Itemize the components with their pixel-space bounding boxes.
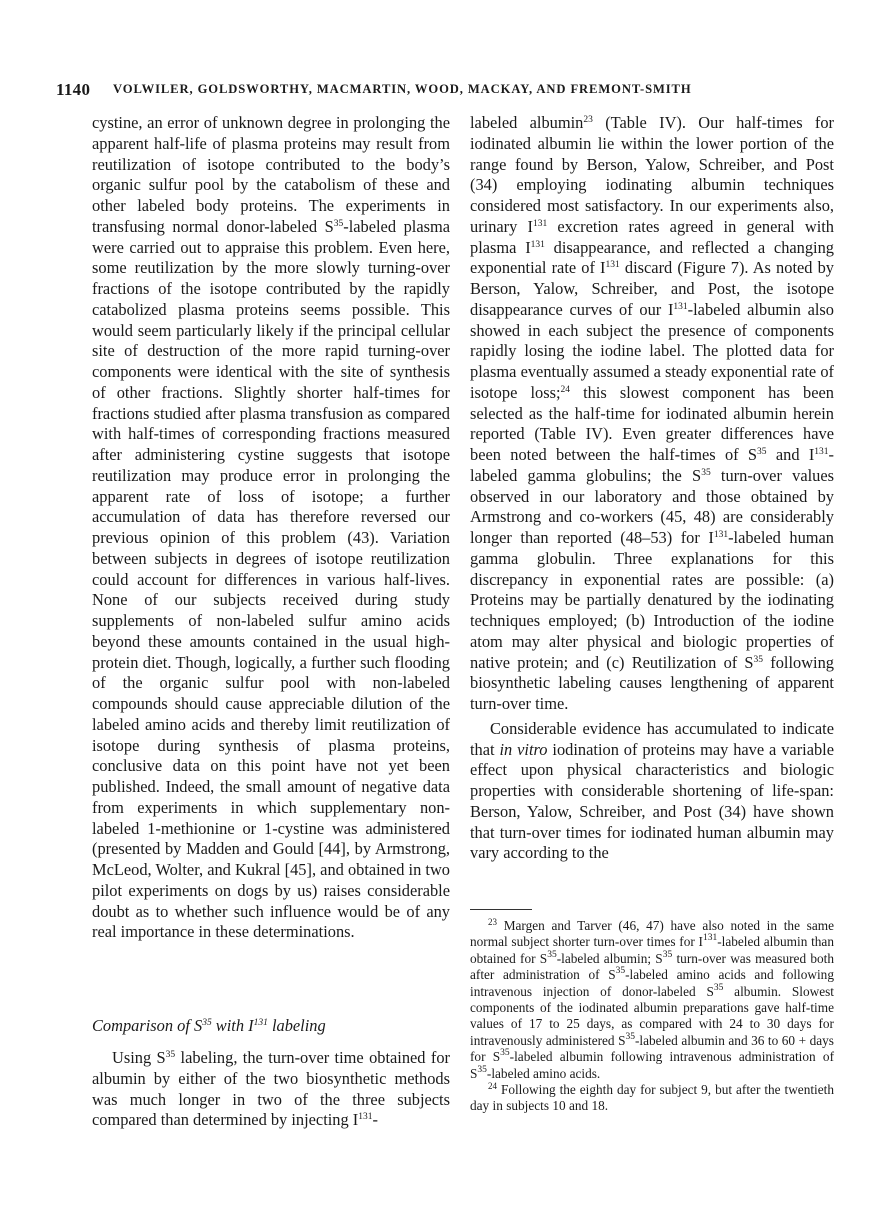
superscript-isotope: 131 [530,239,545,250]
superscript-isotope: 131 [253,1018,268,1028]
right-column [470,113,834,864]
text-run: -labeled albumin also showed in each subject the presence of components rapidly losing the iodine label. The plotted data for plasma eventually assumed a steady exponential rate of isotope loss; [470,299,834,402]
superscript-isotope: 35 [713,982,724,993]
text-run: -labeled human gamma globulin. Three explanations for this discrepancy in exponential rates are possible: (a) Proteins may be partially denatured by the iodinating techniques employed; (b) Introduction of the iodine atom may alter physical and biologic properties of native protein; and (c) Reutilization of S [470,528,834,672]
text-run: Following the eighth day for subject 9, but after the twentieth day in subjects 10 and 18. [470,1082,834,1114]
superscript-isotope: 35 [701,467,711,478]
text-run: (Table IV). Our half-times for iodinated albumin lie within the lower portion of the range found by Berson, Yalow, Schreiber, and Post (34) employing iodinating albumin techniques considered most satisfactory. In our experiments also, urinary I [470,113,834,236]
footnote-ref-23[interactable]: 23 [583,115,593,125]
text-run: this slowest component has been selected as the half-time for iodinated albumin herein reported (Table IV). Even greater differences have been noted between the half-times of S [470,382,834,464]
superscript-isotope: 131 [532,218,548,229]
superscript-isotope: 35 [333,218,344,229]
text-run: turn-over values observed in our laboratory and those obtained by Armstrong and co-workers (45, 48) are considerably longer than reported (48–53) for I [470,465,834,547]
text-run: -labeled albumin than obtained for S [470,934,834,966]
superscript-isotope: 131 [814,447,829,457]
footnote-23 [470,918,834,1082]
footnotes [470,918,834,1115]
text-run: turn-over was measured both after administration of S [470,950,834,983]
text-run: labeled albumin [470,113,584,132]
superscript-isotope: 35 [625,1031,635,1042]
superscript-isotope: 131 [713,530,729,540]
footnote-mark: 24 [488,1081,497,1092]
text-run: with I [211,1016,254,1035]
footnote-ref-24[interactable]: 24 [560,384,571,395]
superscript-isotope: 35 [477,1064,487,1075]
superscript-isotope: 131 [358,1112,373,1123]
superscript-isotope: 131 [673,301,688,312]
running-head-authors: VOLWILER, GOLDSWORTHY, MACMARTIN, WOOD, MACKAY, AND FREMONT-SMITH [113,82,692,96]
footnote-24 [470,1082,834,1115]
superscript-isotope: 35 [753,654,764,665]
italic-term: in vitro [499,739,548,759]
superscript-isotope: 35 [547,949,557,960]
paragraph [92,1048,450,1131]
left-paragraph-1 [92,113,450,943]
left-paragraph-2 [92,1048,450,1131]
text-run: disappearance, and reflected a changing exponential rate of I [470,237,835,278]
text-run: -labeled albumin; S [556,950,663,966]
text-run: Using S [112,1048,166,1067]
text-run: labeling, the turn-over time obtained for albumin by either of the two biosynthetic methods was much longer in two of the three subjects compared than determined by injecting I [92,1048,450,1130]
right-paragraph-1 [470,113,834,715]
text-run: - [372,1110,378,1130]
superscript-isotope: 35 [662,949,673,960]
text-run: and I [766,445,815,464]
superscript-isotope: 131 [605,260,620,271]
superscript-isotope: 35 [500,1048,510,1059]
superscript-isotope: 35 [202,1018,212,1028]
text-run: -labeled amino acids and following intravenous injection of donor-labeled S [470,967,834,999]
right-paragraph-2 [470,719,834,864]
text-run: discard (Figure 7). As noted by Berson, Yalow, Schreiber, and Post, the isotope disappearance curves of our I [470,258,834,319]
text-run: Margen and Tarver (46, 47) have also noted in the same normal subject shorter turn-over times for I [470,918,834,950]
superscript-isotope: 35 [615,966,626,977]
text-run: -labeled amino acids. [486,1065,601,1081]
text-run: labeling [267,1016,326,1035]
text-run: -labeled albumin and 36 to 60 + days for S [470,1032,834,1065]
text-run: following biosynthetic labeling causes lengthening of apparent turn-over time. [470,652,834,713]
superscript-isotope: 131 [702,933,718,944]
text-run: iodination of proteins may have a variable effect upon physical characteristics and biologic properties with considerable shortening of life-span: Berson, Yalow, Schreiber, and Post (34) have shown that turn-over times for iodinated human albumin may vary according to the [470,739,835,863]
text-run: -labeled gamma globulins; the S [470,445,834,485]
footnote-mark: 23 [488,917,497,927]
text-run: albumin. Slowest components of the iodinated albumin preparations gave half-time values of 17 to 25 days, as compared with 24 to 30 days for intravenously administered S [470,983,834,1048]
text-run: Considerable evidence has accumulated to indicate that [470,718,834,759]
superscript-isotope: 35 [757,447,767,457]
section-heading [92,1016,450,1036]
text-run: -labeled albumin following intravenous administration of S [470,1049,834,1081]
text-run: Comparison of S [92,1016,203,1035]
running-head [56,80,836,104]
text-run: cystine, an error of unknown degree in prolonging the apparent half-life of plasma proteins may result from reutilization of isotope contributed to the body’s organic sulfur pool by the catabolism of these and other labeled body proteins. The experiments in transfusing normal donor-labeled S [92,113,450,236]
left-column [92,113,450,943]
footnote-divider [470,909,532,910]
page-number: 1140 [56,80,91,99]
superscript-isotope: 35 [165,1050,176,1060]
text-run: -labeled plasma were carried out to appraise this problem. Even here, some reutilization by the more slowly turning-over fractions of the isotope contributed by the rapidly catabolized plasma proteins seems possible. This would seem particularly likely if the principal cellular site of destruction of the more rapid turning-over components were identical with the site of synthesis of other fractions. Slightly shorter half-times for fractions studied after plasma transfusion as compared with half-times of corresponding fractions measured after administering cystine suggests that isotope reutilization may produce error in prolonging the apparent rate of loss of isotope; a further accumulation of data has therefore reversed our previous opinion of this problem (43). Variation between subjects in degrees of isotope reutilization could account for differences in various half-lives. None of our subjects received during study supplements of non-labeled sulfur amino acids beyond these amounts contained in the usual high-protein diet. Though, logically, a further such flooding of the organic sulfur pool with non-labeled compounds should cause appreciable dilution of the labeled amino acids and thereby limit reutilization of isotope during synthesis of plasma proteins, conclusive data on this point have not yet been published. Indeed, the small amount of negative data from experiments in which supplementary non-labeled 1-methionine or 1-cystine was administered (presented by Madden and Gould [44], by Armstrong, McLeod, Wolter, and Kukral [45], and obtained in two pilot experiments on dogs by us) raises considerable doubt as to whether such influence would be of any real importance in these determinations. [92,216,450,942]
text-run: excretion rates agreed in general with plasma I [470,216,834,257]
